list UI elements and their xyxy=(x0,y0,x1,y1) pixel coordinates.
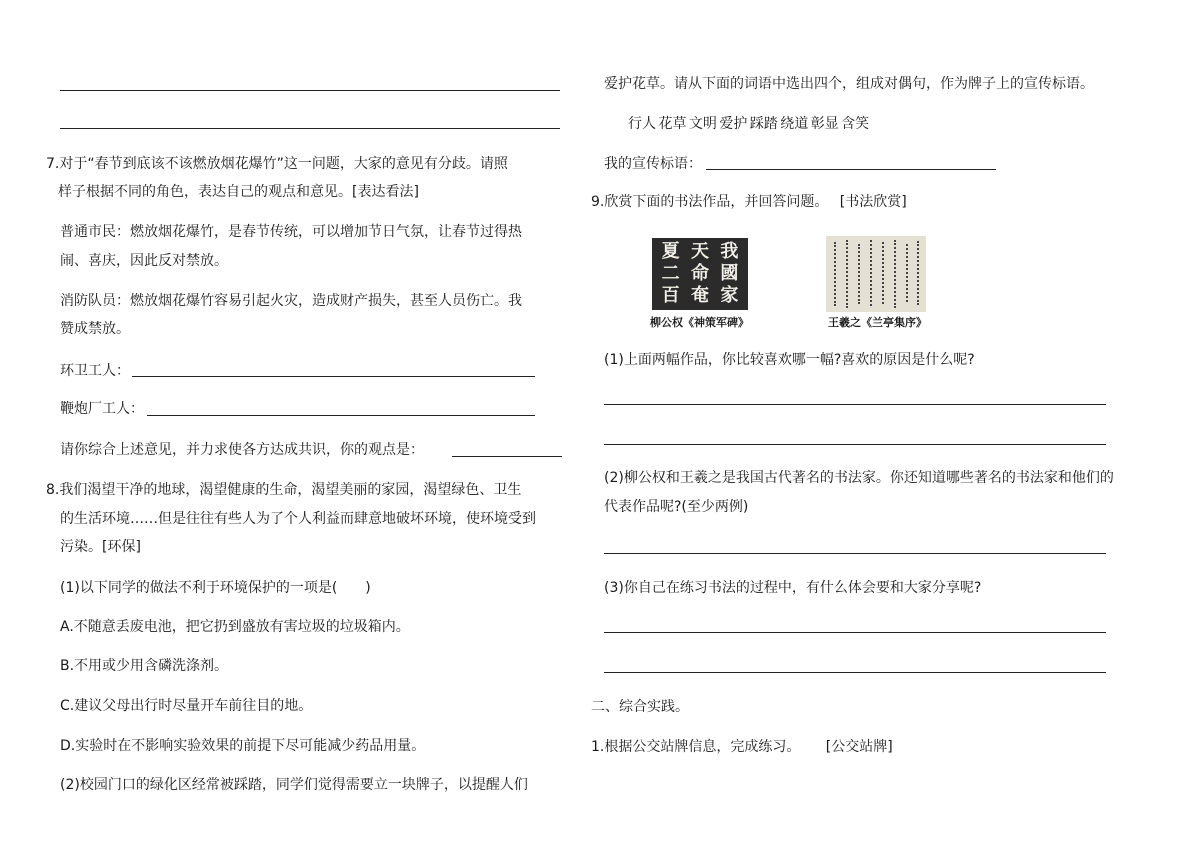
calligraphy-char: 奄 xyxy=(691,285,710,306)
section2-heading: 二、综合实践。 xyxy=(591,699,689,715)
q8-slogan-answer-line[interactable] xyxy=(706,169,996,170)
manuscript-column xyxy=(917,241,926,305)
q8-sub2-continuation: 爱护花草。请从下面的词语中选出四个，组成对偶句，作为牌子上的宣传标语。 xyxy=(604,76,1094,92)
calligraphy-char: 國 xyxy=(720,263,739,284)
calligraphy-char: 夏 xyxy=(661,241,680,262)
manuscript-column xyxy=(834,242,843,306)
q9-sub1: (1)上面两幅作品，你比较喜欢哪一幅?喜欢的原因是什么呢? xyxy=(604,352,975,368)
answer-line xyxy=(60,128,560,129)
q7-firefighter-line2: 赞成禁放。 xyxy=(60,321,130,337)
calligraphy-char: 百 xyxy=(661,285,680,306)
q7-summary-label: 请你综合上述意见，并力求使各方达成共识，你的观点是： xyxy=(60,442,424,458)
q8-option-c: C.建议父母出行时尽量开车前往目的地。 xyxy=(60,698,313,714)
q7-citizen-line2: 闹、喜庆，因此反对禁放。 xyxy=(60,253,228,269)
q8-option-d: D.实验时在不影响实验效果的前提下尽可能减少药品用量。 xyxy=(60,738,426,754)
manuscript-column xyxy=(846,240,855,308)
calligraphy-grid xyxy=(656,241,744,307)
q8-sub2-line1: (2)校园门口的绿化区经常被踩踏，同学们觉得需要立一块牌子，以提醒人们 xyxy=(60,777,528,793)
q8-option-a: A.不随意丢废电池，把它扔到盛放有害垃圾的垃圾箱内。 xyxy=(60,619,410,635)
section2-q1: 1.根据公交站牌信息，完成练习。 [公交站牌] xyxy=(591,739,893,755)
q7-prompt-line1: 7.对于“春节到底该不该燃放烟花爆竹”这一问题，大家的意见有分歧。请照 xyxy=(46,156,508,172)
q8-prompt-line3: 污染。[环保] xyxy=(60,539,141,555)
q8-word-bank: 行人 花草 文明 爱护 踩踏 绕道 彰显 含笑 xyxy=(628,116,870,132)
manuscript-column xyxy=(870,240,879,306)
calligraphy-char: 天 xyxy=(691,241,710,262)
answer-line[interactable] xyxy=(604,404,1106,405)
q8-prompt-line1: 8.我们渴望干净的地球，渴望健康的生命，渴望美丽的家园，渴望绿色、卫生 xyxy=(46,482,522,498)
q8-prompt-line2: 的生活环境……但是往往有些人为了个人利益而肆意地破坏环境，使环境受到 xyxy=(60,511,536,527)
q7-prompt-line2: 样子根据不同的角色，表达自己的观点和意见。[表达看法] xyxy=(58,184,419,200)
q9-sub2-line1: (2)柳公权和王羲之是我国古代著名的书法家。你还知道哪些著名的书法家和他们的 xyxy=(604,470,1114,486)
answer-line[interactable] xyxy=(604,444,1106,445)
q7-citizen-line1: 普通市民：燃放烟花爆竹，是春节传统，可以增加节日气氛，让春节过得热 xyxy=(60,224,522,240)
answer-line[interactable] xyxy=(604,672,1106,673)
manuscript-column xyxy=(882,242,891,304)
calligraphy-char: 家 xyxy=(720,285,739,306)
answer-line[interactable] xyxy=(604,553,1106,554)
answer-line[interactable] xyxy=(604,632,1106,633)
calligraphy-char: 命 xyxy=(691,263,710,284)
calligraphy-caption-liu: 柳公权《神策军碑》 xyxy=(650,316,749,329)
q7-summary-answer-line[interactable] xyxy=(452,456,562,457)
calligraphy-image-liu xyxy=(652,238,748,310)
answer-line xyxy=(60,90,560,91)
q9-sub2-line2: 代表作品呢?(至少两例) xyxy=(604,499,749,515)
calligraphy-char: 二 xyxy=(661,263,680,284)
q7-sanitation-answer-line[interactable] xyxy=(132,376,535,377)
q8-slogan-label: 我的宣传标语： xyxy=(604,156,702,172)
q7-factory-label: 鞭炮厂工人： xyxy=(60,401,144,417)
calligraphy-char: 我 xyxy=(720,241,739,262)
manuscript-column xyxy=(894,240,903,308)
q8-sub1: (1)以下同学的做法不利于环境保护的一项是( ) xyxy=(60,580,371,596)
q7-sanitation-label: 环卫工人： xyxy=(60,363,130,379)
calligraphy-image-wang xyxy=(826,236,926,312)
q7-factory-answer-line[interactable] xyxy=(147,415,535,416)
q7-firefighter-line1: 消防队员：燃放烟花爆竹容易引起火灾，造成财产损失，甚至人员伤亡。我 xyxy=(60,293,522,309)
manuscript-column xyxy=(906,244,915,302)
q9-title: 9.欣赏下面的书法作品，并回答问题。 [书法欣赏] xyxy=(591,194,907,210)
calligraphy-caption-wang: 王羲之《兰亭集序》 xyxy=(828,316,927,329)
q8-option-b: B.不用或少用含磷洗涤剂。 xyxy=(60,658,229,674)
q9-sub3: (3)你自己在练习书法的过程中，有什么体会要和大家分享呢? xyxy=(604,580,982,596)
manuscript-column xyxy=(858,244,867,304)
